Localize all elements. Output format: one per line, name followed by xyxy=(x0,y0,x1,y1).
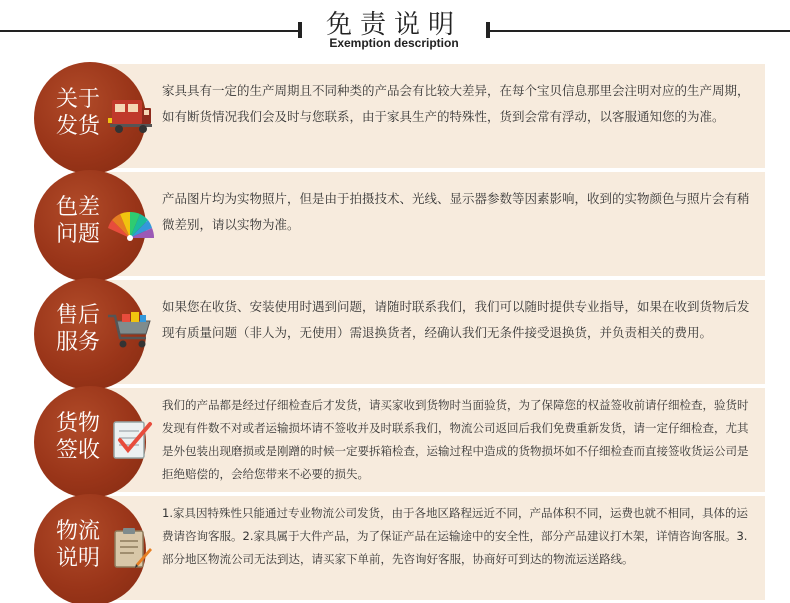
section-logistics xyxy=(0,496,790,600)
header-divider-left xyxy=(0,30,300,32)
section-receipt xyxy=(0,388,790,492)
section-badge-label: 色差 问题 xyxy=(55,195,100,247)
section-text: 产品图片均为实物照片，但是由于拍摄技术、光线、显示器参数等因素影响，收到的实物颜色与照片会有稍微差别，请以实物为准。 xyxy=(162,191,750,232)
section-shipping xyxy=(0,64,790,168)
page-subtitle: Exemption description xyxy=(329,36,459,50)
checklist-icon xyxy=(106,418,154,462)
section-badge-label: 物流 说明 xyxy=(55,519,100,571)
color-fan-icon xyxy=(106,202,154,246)
page-header xyxy=(0,0,790,60)
section-text: 家具具有一定的生产周期且不同种类的产品会有比较大差异，在每个宝贝信息那里会注明对应的生产周期，如有断货情况我们会及时与您联系，由于家具生产的特殊性，货到会常有浮动，以客服通知您的为准。 xyxy=(162,83,750,124)
section-text: 1.家具因特殊性只能通过专业物流公司发货，由于各地区路程远近不同，产品体积不同，运费也就不相同，具体的运费请咨询客服。2.家具属于大件产品，为了保证产品在运输途中的安全性，部分产品建议打木架，详情咨询客服。3.部分地区物流公司无法到达，请买家下单前，先咨询好客服，协商好可到达的物流运送路线。 xyxy=(162,506,748,566)
truck-icon xyxy=(106,94,154,138)
section-badge-label: 关于 发货 xyxy=(55,87,100,139)
clipboard-icon xyxy=(106,526,154,570)
section-text: 如果您在收货、安装使用时遇到问题，请随时联系我们，我们可以随时提供专业指导，如果在收到货物后发现有质量问题（非人为，无使用）需退换货者，经确认我们无条件接受退换货，并负责相关的费用。 xyxy=(162,299,750,340)
section-after-sales xyxy=(0,280,790,384)
header-divider-right xyxy=(486,30,790,32)
page-title: 免责说明 xyxy=(325,10,462,40)
section-badge-label: 货物 签收 xyxy=(55,411,100,463)
section-color-difference xyxy=(0,172,790,276)
shopping-cart-icon xyxy=(106,310,154,354)
section-badge-label: 售后 服务 xyxy=(55,303,100,355)
section-text: 我们的产品都是经过仔细检查后才发货，请买家收到货物时当面验货，为了保障您的权益签收前请仔细检查，验货时发现有件数不对或者运输损坏请不签收并及时联系我们，物流公司返回后我们免费重新发货，请一定仔细检查，尤其是外包装出现磨损或是刚蹭的时候一定要拆箱检查，运输过程中造成的货物损坏如不仔细检查而直接签收货运公司是拒绝赔偿的，会给您带来不必要的损失。 xyxy=(162,398,749,481)
